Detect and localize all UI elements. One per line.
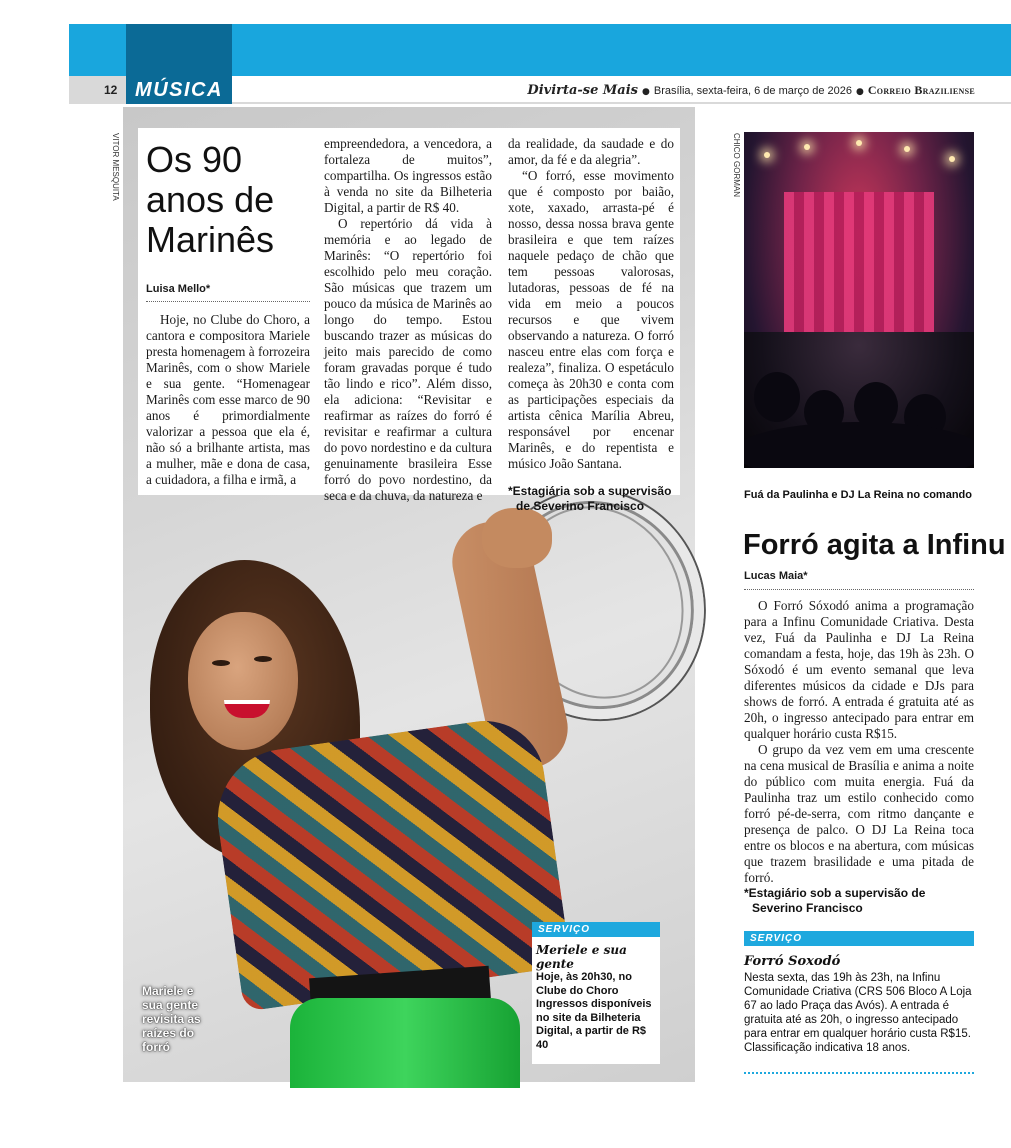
bullet-icon: ● (855, 87, 864, 97)
crowd-silhouette (754, 372, 800, 422)
header-gray-strip (69, 76, 126, 104)
left-column-3 (508, 136, 674, 514)
left-col3-paragraph-2: “O forró, esse movimento que é composto por baião, xote, xaxado, arrasta-pé é nosso, dessa nossa brava gente brasileira e que tem raízes naquele pedaço de chão que tem pessoas valorosas, lutadoras, pessoas de fé na vida em meio a poucos recursos e que vivem observando a natureza. O forró nasceu entre elas com força e realeza”, finaliza. O espetáculo começa às 20h30 e conta com as participações especiais da artista cênica Marília Abreu, responsável por encenar Marinês, e do repentista e músico João Santana. (508, 168, 674, 471)
left-col2-paragraph-1: empreendedora, a vencedora, a fortaleza de muitos”, compartilha. Os ingressos estão à venda no site da Bilheteria Digital, a partir de R$ 40. (324, 136, 492, 215)
right-service-divider (744, 1072, 974, 1074)
singer-pants (290, 998, 520, 1088)
crowd-silhouette (744, 422, 974, 468)
main-photo-caption: Mariele e sua gente revisita as raízes do forró (142, 984, 201, 1054)
supplement-name: Divirta-se Mais (527, 83, 638, 98)
stage-light-icon (804, 144, 810, 150)
right-service-label: SERVIÇO (744, 931, 974, 946)
stage-light-icon (904, 146, 910, 152)
left-col3-paragraph-1: da realidade, da saudade e do amor, da fé e da alegria”. (508, 136, 674, 167)
left-col2-paragraph-2: O repertório dá vida à memória e ao legado de Marinês: “O repertório foi escolhido pelo meu coração. São músicas que trazem um pouco da música de Marinês ao longo do tempo. Estou buscando trazer as músicas do jeito mais parecido de como foram gravadas porque é tudo tão lindo e rico”. Além disso, ela adiciona: “Revisitar e reafirmar as raízes do forró é revisitar e reafirmar a cultura do povo nordestino e da cultura genuinamente brasileira Esse forró do povo nordestino, da seca e da chuva, da natureza e (324, 216, 492, 503)
section-label: MÚSICA (135, 79, 223, 101)
left-service-box (532, 922, 660, 1064)
masthead-text (527, 83, 975, 98)
singer-hand (482, 508, 552, 568)
left-footnote-line-2: de Severino Francisco (516, 499, 645, 513)
concert-photo (744, 132, 974, 468)
singer-eye-right (254, 656, 272, 662)
singer-eye-left (212, 660, 230, 666)
byline-divider (146, 301, 310, 302)
newspaper-name: Correio Braziliense (867, 83, 975, 97)
right-footnote (744, 886, 984, 916)
singer-shirt (209, 713, 571, 1011)
left-service-title: Meriele e sua gente (536, 943, 627, 971)
right-service-body: Nesta sexta, das 19h às 23h, na Infinu Comunidade Criativa (CRS 506 Bloco A Loja 67 ao lado Praça das Avós). A entrada é gratuita até as 20h, o ingresso antecipado para entrar em qualquer horário custa R$15. Classificação indicativa 18 anos. (744, 972, 972, 1054)
singer-face (188, 612, 298, 750)
right-byline-divider (744, 589, 974, 590)
concert-photo-caption: Fuá da Paulinha e DJ La Reina no comando (744, 489, 972, 501)
right-footnote-line-1: *Estagiário sob a supervisão de (744, 886, 926, 900)
masthead-row (232, 76, 1011, 104)
right-footnote-line-2: Severino Francisco (752, 901, 863, 915)
left-footnote-line-1: *Estagiária sob a supervisão (508, 484, 672, 498)
stage-light-icon (949, 156, 955, 162)
right-column (744, 598, 974, 886)
left-footnote (508, 484, 674, 514)
page-number: 12 (104, 83, 118, 97)
stage-backdrop (784, 192, 934, 332)
left-col1-paragraph: Hoje, no Clube do Choro, a cantora e compositora Mariele presta homenagem à forrozeira Marinês, com o show Mariele e sua gente. “Homenagear Marinês com esse marco de 90 anos é primordialmente valorizar a pessoa que ela é, não só a brilhante artista, mas a mulher, mãe e dona de casa, a cuidadora, a filha e irmã, a (146, 312, 310, 487)
left-column-2 (324, 136, 492, 504)
right-paragraph-1: O Forró Sóxodó anima a programação para a Infinu Comunidade Criativa. Desta vez, Fuá da Paulinha e DJ La Reina comandam a festa, hoje, das 19h às 23h. O Sóxodó é um evento semanal que leva diferentes músicos da cidade e DJs para shows de forró. A entrada é gratuita até as 20h, o ingresso antecipado para entrar em qualquer horário custa R$15. (744, 598, 974, 741)
right-paragraph-2: O grupo da vez vem em uma crescente na cena musical de Brasília e anima a noite do público com muita energia. Fuá da Paulinha traz um estilo conhecido como forró pé-de-serra, com ritmo dançante e presença de palco. O DJ La Reina toca entre os blocos e na abertura, com músicas que trazem brasilidade e uma pitada de forró. (744, 742, 974, 885)
stage-light-icon (856, 140, 862, 146)
right-byline: Lucas Maia* (744, 570, 808, 582)
left-column-1 (146, 312, 310, 488)
right-headline: Forró agita a Infinu (743, 529, 1006, 561)
photo-credit-left: VITOR MESQUITA (111, 133, 120, 201)
edition-date: Brasília, sexta-feira, 6 de março de 2026 (653, 85, 852, 97)
photo-credit-right: CHICO GORMAN (732, 133, 741, 197)
right-service-box (744, 931, 974, 1055)
stage-light-icon (764, 152, 770, 158)
left-service-label: SERVIÇO (532, 922, 660, 937)
left-byline: Luisa Mello* (146, 283, 211, 295)
bullet-icon: ● (642, 87, 650, 97)
right-service-title: Forró Soxodó (744, 954, 841, 969)
left-headline: Os 90 anos de Marinês (146, 139, 275, 260)
left-service-body: Hoje, às 20h30, no Clube do Choro Ingressos disponíveis no site da Bilheteria Digital, a partir de R$ 40 (536, 971, 652, 1051)
